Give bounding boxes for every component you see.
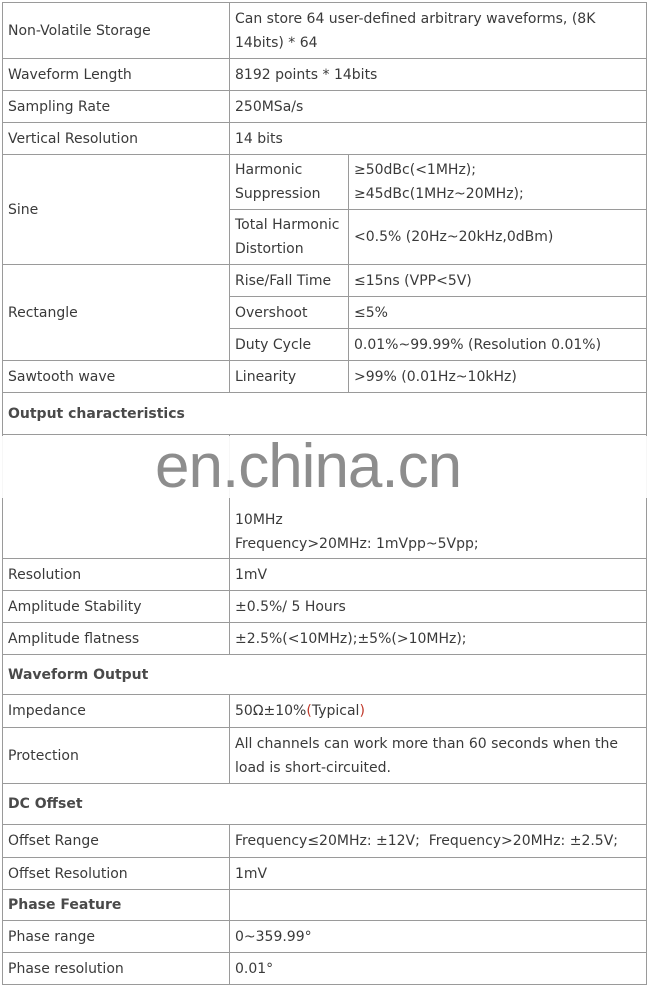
paren: ) bbox=[359, 703, 365, 719]
sublabel: Rise/Fall Time bbox=[230, 265, 349, 297]
value: ≤15ns (VPP<5V) bbox=[349, 265, 647, 297]
sublabel: Linearity bbox=[230, 361, 349, 393]
label: Offset Resolution bbox=[3, 858, 230, 890]
section-header bbox=[3, 890, 647, 921]
table-row bbox=[3, 559, 647, 591]
section-title: DC Offset bbox=[3, 784, 647, 825]
value: >99% (0.01Hz~10kHz) bbox=[349, 361, 647, 393]
value: 1mV bbox=[230, 559, 647, 591]
sublabel: Duty Cycle bbox=[230, 329, 349, 361]
table-row bbox=[3, 3, 647, 59]
value: Frequency≤20MHz: ±12V; Frequency>20MHz: ±2.5V; bbox=[230, 825, 647, 858]
section-title: Output characteristics bbox=[3, 393, 647, 435]
value: All channels can work more than 60 seconds when the load is short-circuited. bbox=[230, 728, 647, 784]
value: ≤5% bbox=[349, 297, 647, 329]
label: Resolution bbox=[3, 559, 230, 591]
value: 0~359.99° bbox=[230, 921, 647, 953]
value bbox=[349, 155, 647, 210]
value: ±2.5%(<10MHz);±5%(>10MHz); bbox=[230, 623, 647, 655]
value-line: ≥45dBc(1MHz~20MHz); bbox=[354, 186, 524, 202]
label: Vertical Resolution bbox=[3, 123, 230, 155]
table-row bbox=[3, 265, 647, 297]
table-row bbox=[3, 825, 647, 858]
value-text: Typical bbox=[311, 703, 360, 719]
section-header bbox=[3, 393, 647, 435]
sublabel: Total Harmonic Distortion bbox=[230, 210, 349, 265]
value-line: 10MHz bbox=[235, 512, 283, 528]
label: Waveform Length bbox=[3, 59, 230, 91]
section-title: Phase Feature bbox=[3, 890, 230, 921]
label: Sampling Rate bbox=[3, 91, 230, 123]
table-row bbox=[3, 695, 647, 728]
table-row bbox=[3, 858, 647, 890]
sublabel: Overshoot bbox=[230, 297, 349, 329]
value: 0.01° bbox=[230, 953, 647, 985]
section-header bbox=[3, 784, 647, 825]
label: Sawtooth wave bbox=[3, 361, 230, 393]
label: Amplitude Stability bbox=[3, 591, 230, 623]
label: Offset Range bbox=[3, 825, 230, 858]
value-line: Frequency>20MHz: 1mVpp~5Vpp; bbox=[235, 536, 479, 552]
table-row bbox=[3, 123, 647, 155]
table-row bbox=[3, 623, 647, 655]
value: 1mV bbox=[230, 858, 647, 890]
section-title: Waveform Output bbox=[3, 655, 647, 695]
label: Amplitude flatness bbox=[3, 623, 230, 655]
empty-cell bbox=[230, 890, 647, 921]
label: Non-Volatile Storage bbox=[3, 3, 230, 59]
value-text: 50Ω±10% bbox=[235, 703, 307, 719]
value-line: ≥50dBc(<1MHz); bbox=[354, 162, 476, 178]
table-row bbox=[3, 361, 647, 393]
label: Impedance bbox=[3, 695, 230, 728]
table-row bbox=[3, 921, 647, 953]
value: 14 bits bbox=[230, 123, 647, 155]
paren: ( bbox=[306, 703, 312, 719]
table-row bbox=[3, 728, 647, 784]
watermark: en.china.cn bbox=[155, 432, 462, 501]
label: Phase range bbox=[3, 921, 230, 953]
value: ±0.5%/ 5 Hours bbox=[230, 591, 647, 623]
value: Can store 64 user-defined arbitrary waveforms, (8K 14bits) * 64 bbox=[230, 3, 647, 59]
table-row bbox=[3, 91, 647, 123]
value: <0.5% (20Hz~20kHz,0dBm) bbox=[349, 210, 647, 265]
label: Protection bbox=[3, 728, 230, 784]
label: Sine bbox=[3, 155, 230, 265]
table-row bbox=[3, 59, 647, 91]
table-row bbox=[3, 953, 647, 985]
value: 8192 points * 14bits bbox=[230, 59, 647, 91]
value bbox=[230, 695, 647, 728]
label: Rectangle bbox=[3, 265, 230, 361]
sublabel: Harmonic Suppression bbox=[230, 155, 349, 210]
label: Phase resolution bbox=[3, 953, 230, 985]
table-row bbox=[3, 155, 647, 210]
table-row bbox=[3, 591, 647, 623]
value: 0.01%~99.99% (Resolution 0.01%) bbox=[349, 329, 647, 361]
section-header bbox=[3, 655, 647, 695]
value: 250MSa/s bbox=[230, 91, 647, 123]
